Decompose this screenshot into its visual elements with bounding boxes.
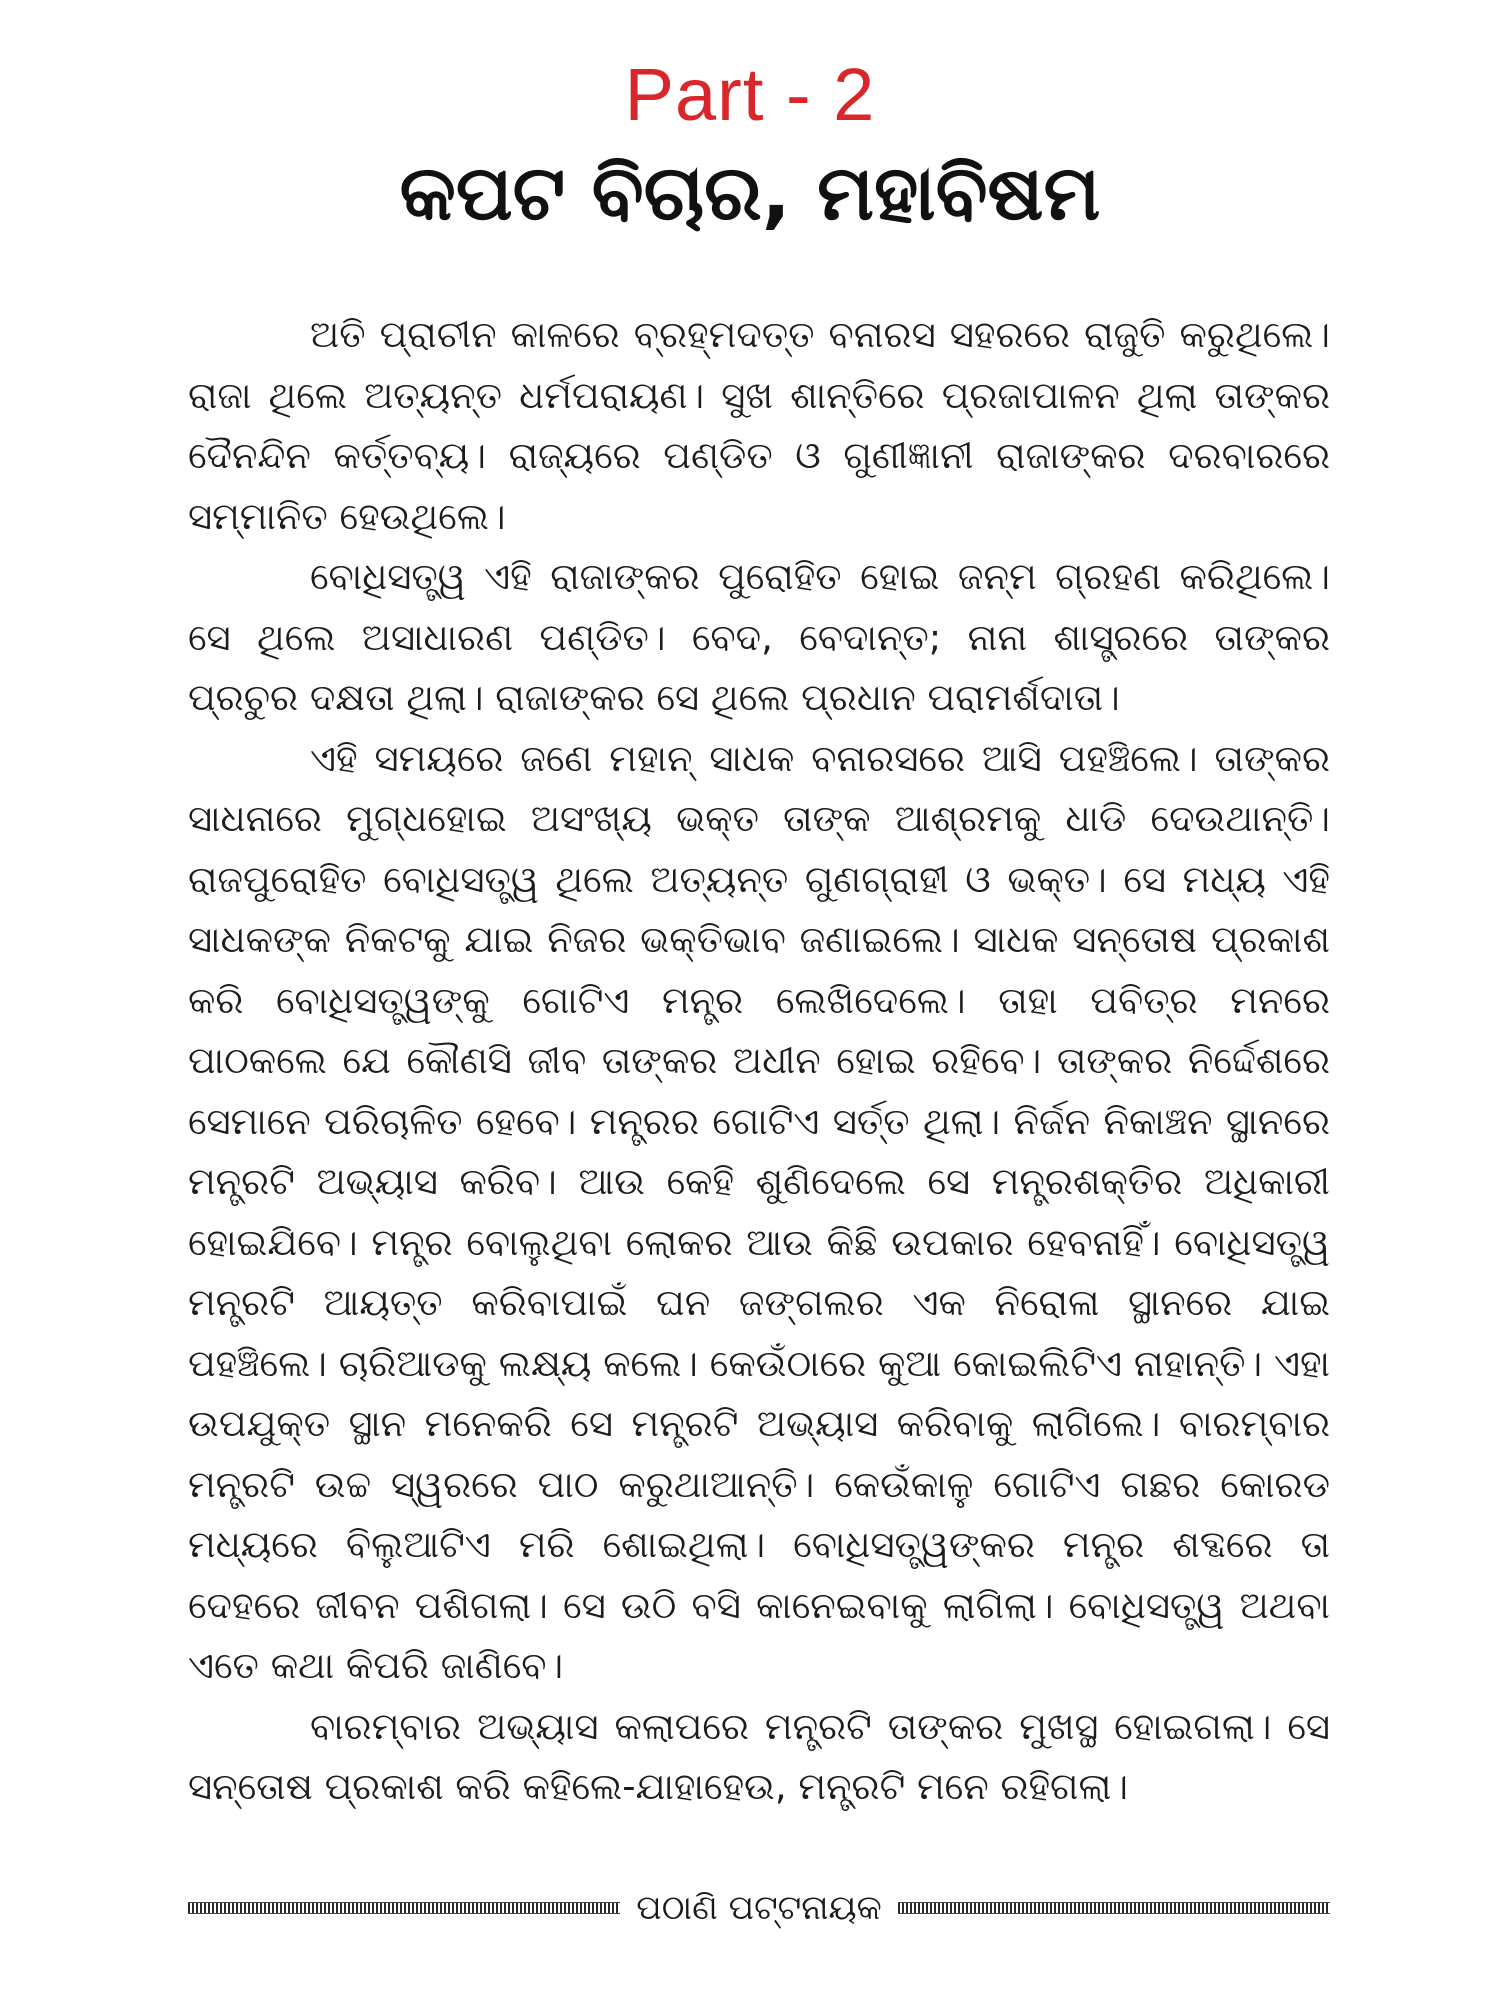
right-decorative-rule [898, 1902, 1330, 1914]
left-decorative-rule [188, 1902, 620, 1914]
paragraph-4: ବାରମ୍ବାର ଅଭ୍ୟାସ କଲାପରେ ମନ୍ତ୍ରଟି ତାଙ୍କର ମୁଖସ୍ଥ ହୋଇଗଲା। ସେ ସନ୍ତୋଷ ପ୍ରକାଶ କରି କହିଲେ-ଯାହାହେଉ, ମନ୍ତ୍ରଟି ମନେ ରହିଗଲା। [188, 1704, 1330, 1808]
article-body [188, 305, 1330, 1818]
paragraph-1: ଅତି ପ୍ରାଚୀନ କାଳରେ ବ୍ରହ୍ମଦତ୍ତ ବନାରସ ସହରରେ ରାଜୁତି କରୁଥିଲେ। ରାଜା ଥିଲେ ଅତ୍ୟନ୍ତ ଧର୍ମପରାୟଣ। ସୁଖ ଶାନ୍ତିରେ ପ୍ରଜାପାଳନ ଥିଲା ତାଙ୍କର ଦୈନନ୍ଦିନ କର୍ତ୍ତବ୍ୟ। ରାଜ୍ୟରେ ପଣ୍ଡିତ ଓ ଗୁଣୀଜ୍ଞାନୀ ରାଜାଙ୍କର ଦରବାରରେ ସମ୍ମାନିତ ହେଉଥିଲେ। [188, 313, 1330, 538]
author-byline: ପଠାଣି ପଟ୍ଟନାୟକ [636, 1888, 882, 1928]
byline-row [188, 1888, 1330, 1928]
paragraph-3: ଏହି ସମୟରେ ଜଣେ ମହାନ୍ ସାଧକ ବନାରସରେ ଆସି ପହଞ୍ଚିଲେ। ତାଙ୍କର ସାଧନାରେ ମୁଗ୍ଧହୋଇ ଅସଂଖ୍ୟ ଭକ୍ତ ତାଙ୍କ ଆଶ୍ରମକୁ ଧାଡି ଦେଉଥାନ୍ତି। ରାଜପୁରୋହିତ ବୋଧିସତ୍ତ୍ୱ ଥିଲେ ଅତ୍ୟନ୍ତ ଗୁଣଗ୍ରାହୀ ଓ ଭକ୍ତ। ସେ ମଧ୍ୟ ଏହି ସାଧକଙ୍କ ନିକଟକୁ ଯାଇ ନିଜର ଭକ୍ତିଭାବ ଜଣାଇଲେ। ସାଧକ ସନ୍ତୋଷ ପ୍ରକାଶ କରି ବୋଧିସତ୍ତ୍ୱଙ୍କୁ ଗୋଟିଏ ମନ୍ତ୍ର ଲେଖିଦେଲେ। ତାହା ପବିତ୍ର ମନରେ ପାଠକଲେ ଯେ କୌଣସି ଜୀବ ତାଙ୍କର ଅଧୀନ ହୋଇ ରହିବେ। ତାଙ୍କର ନିର୍ଦ୍ଦେଶରେ ସେମାନେ ପରିଚାଳିତ ହେବେ। ମନ୍ତ୍ରର ଗୋଟିଏ ସର୍ତ୍ତ ଥିଲା। ନିର୍ଜନ ନିକାଞ୍ଚନ ସ୍ଥାନରେ ମନ୍ତ୍ରଟି ଅଭ୍ୟାସ କରିବ। ଆଉ କେହି ଶୁଣିଦେଲେ ସେ ମନ୍ତ୍ରଶକ୍ତିର ଅଧିକାରୀ ହୋଇଯିବେ। ମନ୍ତ୍ର ବୋଲୁଥିବା ଲୋକର ଆଉ କିଛି ଉପକାର ହେବନାହିଁ। ବୋଧିସତ୍ତ୍ୱ ମନ୍ତ୍ରଟି ଆୟତ୍ତ କରିବାପାଇଁ ଘନ ଜଙ୍ଗଲର ଏକ ନିରୋଳା ସ୍ଥାନରେ ଯାଇ ପହଞ୍ଚିଲେ। ଚାରିଆଡକୁ ଲକ୍ଷ୍ୟ କଲେ। କେଉଁଠାରେ କୁଆ କୋଇଲିଟିଏ ନାହାନ୍ତି। ଏହା ଉପଯୁକ୍ତ ସ୍ଥାନ ମନେକରି ସେ ମନ୍ତ୍ରଟି ଅଭ୍ୟାସ କରିବାକୁ ଲାଗିଲେ। ବାରମ୍ବାର ମନ୍ତ୍ରଟି ଉଚ୍ଚ ସ୍ୱରରେ ପାଠ କରୁଥାଆନ୍ତି। କେଉଁକାଳୁ ଗୋଟିଏ ଗଛର କୋରଡ ମଧ୍ୟରେ ବିଲୁଆଟିଏ ମରି ଶୋଇଥିଲା। ବୋଧିସତ୍ତ୍ୱଙ୍କର ମନ୍ତ୍ର ଶବ୍ଦରେ ତା ଦେହରେ ଜୀବନ ପଶିଗଲା। ସେ ଉଠି ବସି କାନେଇବାକୁ ଲାଗିଲା। ବୋଧିସତ୍ତ୍ୱ ଅଥବା ଏତେ କଥା କିପରି ଜାଣିବେ। [188, 736, 1330, 1687]
paragraph-2: ବୋଧିସତ୍ତ୍ୱ ଏହି ରାଜାଙ୍କର ପୁରୋହିତ ହୋଇ ଜନ୍ମ ଗ୍ରହଣ କରିଥିଲେ। ସେ ଥିଲେ ଅସାଧାରଣ ପଣ୍ଡିତ। ବେଦ, ବେଦାନ୍ତ; ନାନା ଶାସ୍ତ୍ରରେ ତାଙ୍କର ପ୍ରଚୁର ଦକ୍ଷତା ଥିଲା। ରାଜାଙ୍କର ସେ ଥିଲେ ପ୍ରଧାନ ପରାମର୍ଶଦାତା। [188, 555, 1330, 719]
story-title: କପଟ ବିଚାର, ମହାବିଷମ [399, 148, 1101, 237]
part-label: Part - 2 [624, 53, 876, 136]
